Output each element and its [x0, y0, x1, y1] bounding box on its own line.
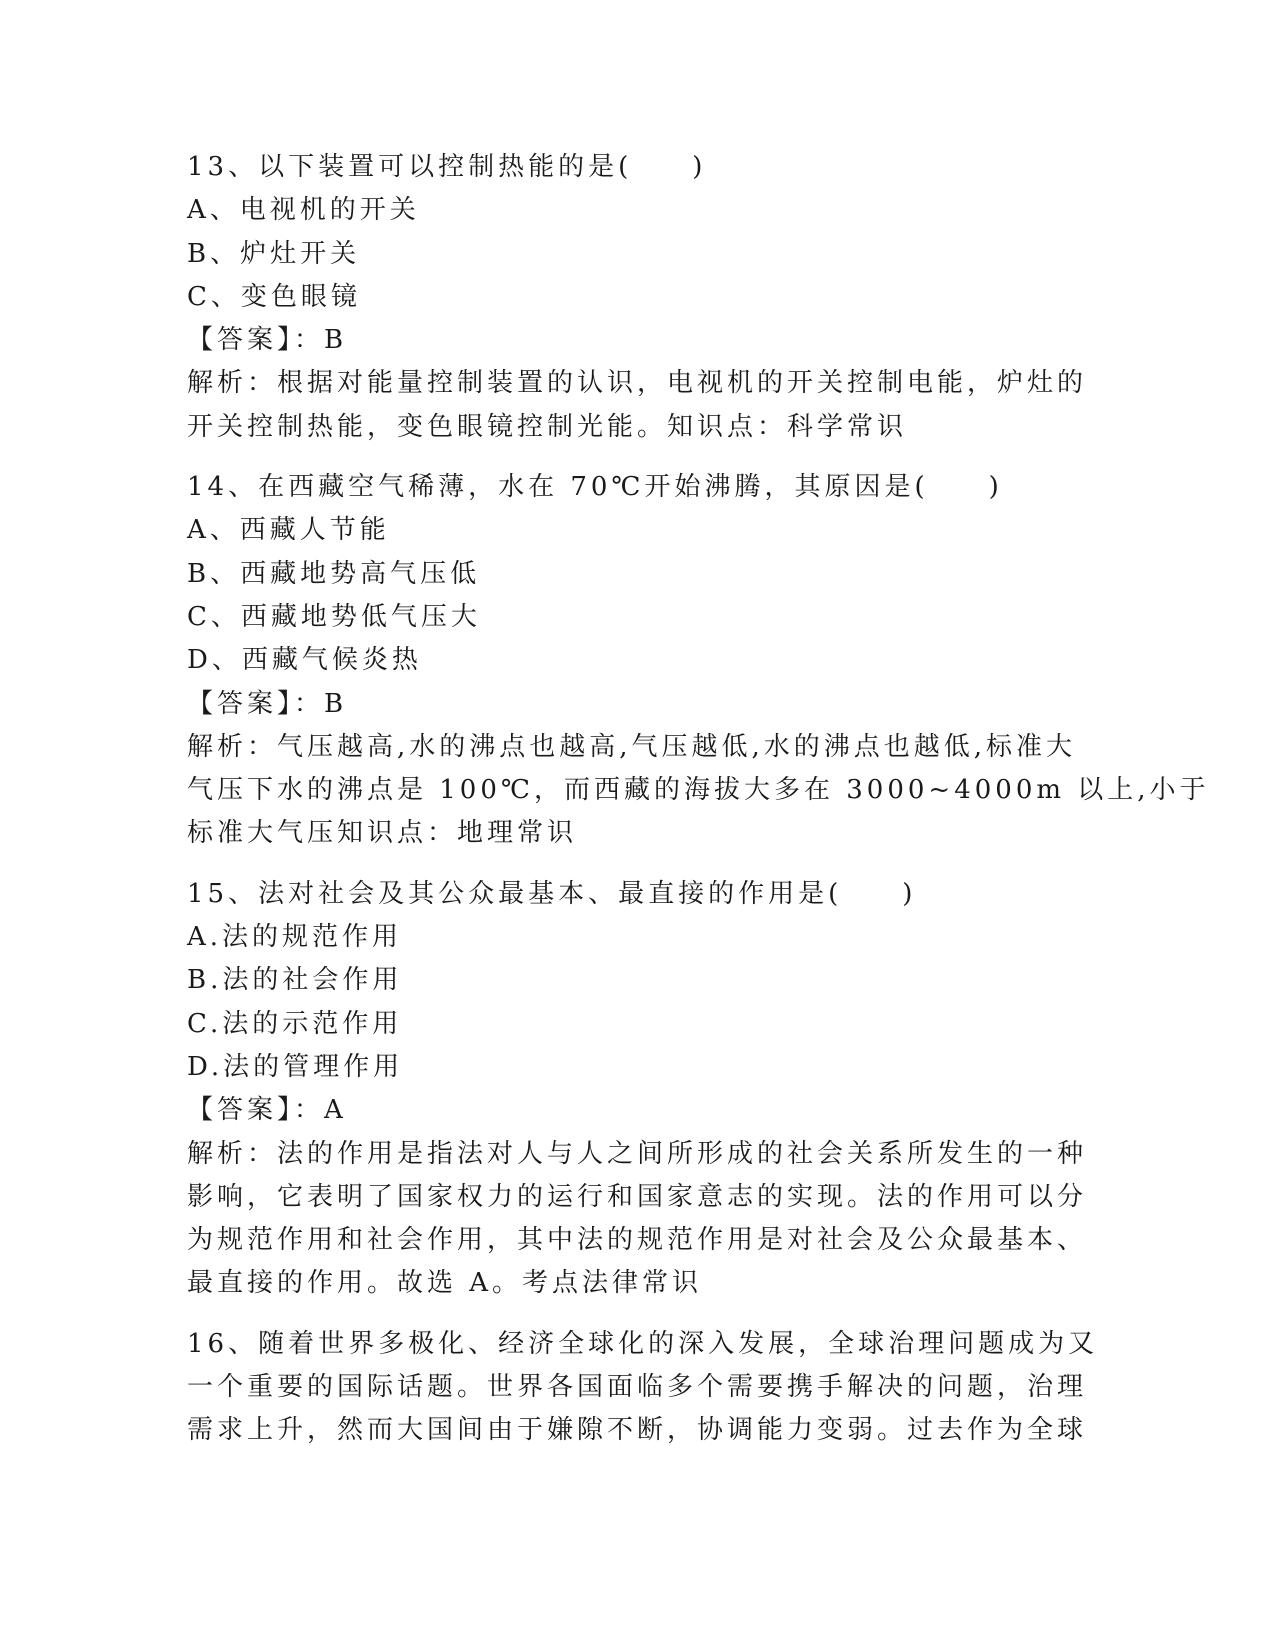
answer: 【答案】：A: [187, 1095, 347, 1126]
option-c: C.法的示范作用: [187, 1008, 403, 1039]
option-d: D.法的管理作用: [187, 1051, 404, 1082]
analysis-line: 解析：气压越高,水的沸点也越高,气压越低,水的沸点也越低,标准大: [187, 731, 1077, 762]
analysis-line: 解析：根据对能量控制装置的认识，电视机的开关控制电能，炉灶的: [187, 368, 1088, 399]
question-15: [187, 873, 1087, 1306]
option-b: B.法的社会作用: [187, 965, 403, 996]
option-b: B、西藏地势高气压低: [187, 558, 481, 589]
analysis-line: 影响，它表明了国家权力的运行和国家意志的实现。法的作用可以分: [187, 1181, 1088, 1212]
option-a: A、西藏人节能: [187, 515, 390, 546]
option-c: C、西藏地势低气压大: [187, 601, 481, 632]
question-title: 13、以下装置可以控制热能的是( ): [187, 152, 707, 182]
question-13: [187, 146, 1087, 449]
question-text-line: 需求上升，然而大国间由于嫌隙不断，协调能力变弱。过去作为全球: [187, 1415, 1088, 1446]
analysis-line: 开关控制热能，变色眼镜控制光能。知识点：科学常识: [187, 411, 908, 442]
question-text-line: 16、随着世界多极化、经济全球化的深入发展，全球治理问题成为又: [187, 1328, 1099, 1359]
question-16: [187, 1323, 1099, 1453]
option-a: A.法的规范作用: [187, 922, 403, 953]
document-page: [187, 146, 1210, 1453]
question-14: [187, 466, 1210, 856]
option-b: B、炉灶开关: [187, 238, 361, 269]
option-a: A、电视机的开关: [187, 195, 420, 226]
analysis-line: 最直接的作用。故选 A。考点法律常识: [187, 1268, 703, 1299]
analysis-line: 标准大气压知识点：地理常识: [187, 818, 578, 849]
analysis-line: 为规范作用和社会作用，其中法的规范作用是对社会及公众最基本、: [187, 1225, 1088, 1256]
analysis-line: 解析：法的作用是指法对人与人之间所形成的社会关系所发生的一种: [187, 1138, 1088, 1169]
question-title: 15、法对社会及其公众最基本、最直接的作用是( ): [187, 878, 917, 909]
answer: 【答案】：B: [187, 688, 348, 719]
answer: 【答案】：B: [187, 325, 348, 356]
option-c: C、变色眼镜: [187, 281, 361, 312]
question-text-line: 一个重要的国际话题。世界各国面临多个需要携手解决的问题，治理: [187, 1372, 1088, 1403]
analysis-line: 气压下水的沸点是 100℃，而西藏的海拔大多在 3000~4000m 以上,小于: [187, 775, 1210, 806]
option-d: D、西藏气候炎热: [187, 645, 422, 676]
question-title: 14、在西藏空气稀薄，水在 70℃开始沸腾，其原因是( ): [187, 472, 1003, 503]
